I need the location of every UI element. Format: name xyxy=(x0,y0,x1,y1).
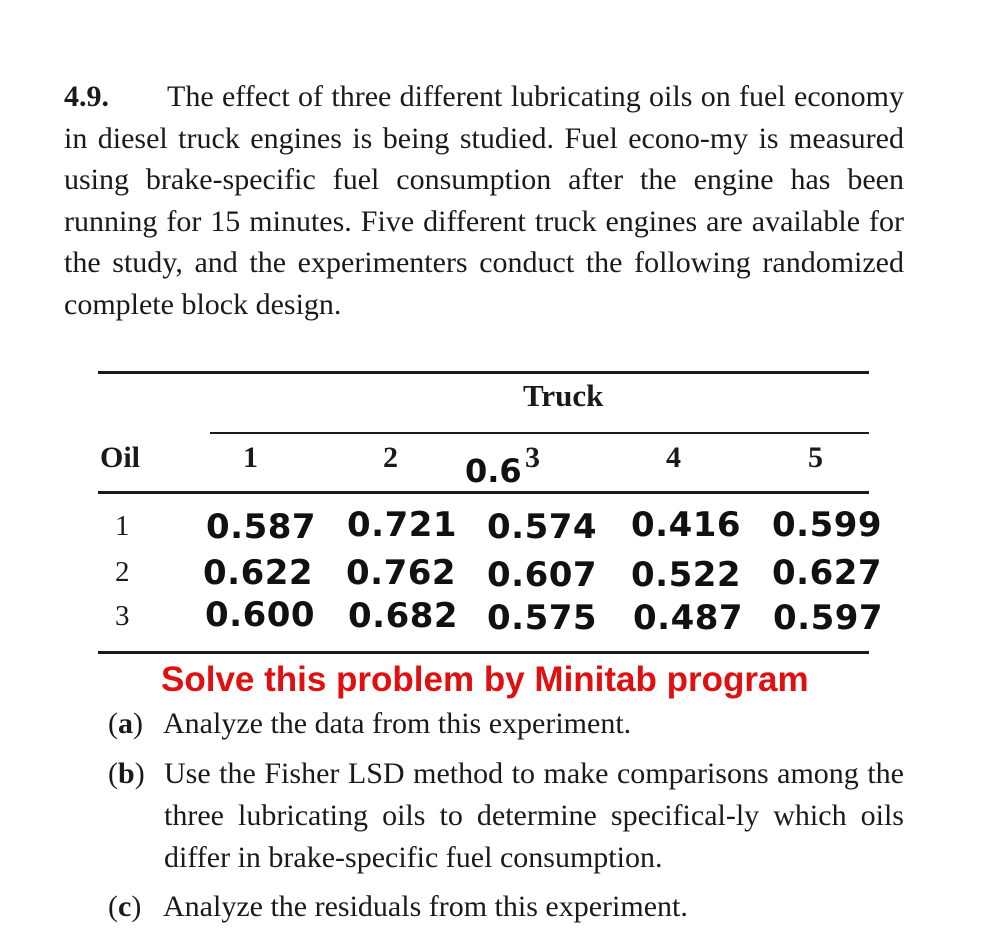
table-cell: 0.522 xyxy=(631,555,742,595)
part-c-text: Analyze the residuals from this experiment. xyxy=(163,890,688,923)
part-c-tag: (c) xyxy=(108,890,142,923)
table-cell: 0.487 xyxy=(633,598,744,638)
table-cell: 0.587 xyxy=(206,507,317,547)
row-label-3: 3 xyxy=(115,600,130,632)
part-a-text: Analyze the data from this experiment. xyxy=(163,707,632,740)
minitab-instruction: Solve this problem by Minitab program xyxy=(161,660,809,699)
part-b-tag: (b) xyxy=(108,757,145,790)
column-header-1: 1 xyxy=(243,441,258,474)
table-cell: 0.599 xyxy=(772,505,883,545)
table-bottom-rule xyxy=(98,651,869,654)
row-label-2: 2 xyxy=(115,556,130,588)
table-cell: 0.682 xyxy=(348,596,459,636)
truck-header-rule xyxy=(210,432,869,434)
part-b-text: Use the Fisher LSD method to make comparisons among the three lubricating oils to determine specifical-ly which oils differ in brake-specific fuel consumption. xyxy=(164,757,904,874)
row-label-1: 1 xyxy=(115,510,130,542)
table-cell: 0.607 xyxy=(487,555,598,595)
oil-row-header: Oil xyxy=(100,441,141,474)
table-cell: 0.762 xyxy=(346,553,457,593)
problem-statement xyxy=(64,76,904,325)
table-cell: 0.600 xyxy=(205,595,316,635)
column-header-4: 4 xyxy=(666,441,681,474)
table-cell: 0.622 xyxy=(203,553,314,593)
problem-number: 4.9. xyxy=(64,80,109,113)
table-cell: 0.627 xyxy=(772,553,883,593)
problem-text: The effect of three different lubricating oils on fuel economy in diesel truck engines is being studied. Fuel econo-my is measured using brake-specific fuel consumption after the engine has been running for 15 minutes. Five different truck engines are available for the study, and the experimenters conduct the following randomized complete block design. xyxy=(64,80,904,321)
part-a-tag: (a) xyxy=(108,707,143,740)
table-cell: 0.721 xyxy=(347,505,458,545)
handwritten-note: 0.6 xyxy=(465,452,522,490)
table-cell: 0.575 xyxy=(487,598,598,638)
table-cell: 0.597 xyxy=(773,598,884,638)
part-b xyxy=(108,753,904,874)
part-c xyxy=(108,886,688,928)
table-cell: 0.416 xyxy=(631,505,742,545)
table-top-rule xyxy=(98,371,869,374)
column-header-2: 2 xyxy=(383,441,398,474)
truck-group-header: Truck xyxy=(523,378,604,413)
column-header-3: 3 xyxy=(525,441,540,474)
part-a xyxy=(108,703,631,745)
table-cell: 0.574 xyxy=(487,507,598,547)
column-header-5: 5 xyxy=(808,441,823,474)
header-bottom-rule xyxy=(98,491,869,494)
